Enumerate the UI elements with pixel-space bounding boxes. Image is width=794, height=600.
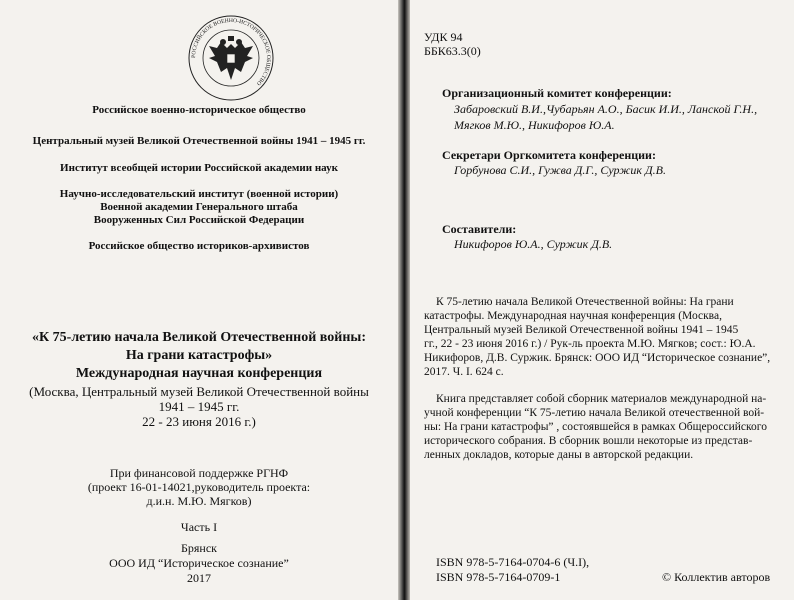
bbk: ББК63.3(0)	[424, 44, 481, 58]
org-rvio: Российское военно-историческое общество	[92, 104, 306, 116]
committee-heading: Организационный комитет конференции:	[442, 86, 672, 100]
part-number: Часть I	[180, 520, 218, 534]
copyright: © Коллектив авторов	[662, 570, 771, 584]
committee-names-line1: Забаровский В.И.,Чубарьян А.О., Басик И.И., Ланской Г.Н.,	[454, 102, 758, 116]
citation-line: гг., 22 - 23 июня 2016 г.) / Рук-ль проекта М.Ю. Мягков; сост.: Ю.А.	[424, 338, 756, 350]
citation-line: К 75-летию начала Великой Отечественной войны: На грани	[436, 296, 734, 308]
isbn-full: ISBN 978-5-7164-0709-1	[436, 570, 561, 584]
isbn-part1: ISBN 978-5-7164-0704-6 (Ч.I),	[436, 555, 590, 569]
citation-line: Никифоров, Д.В. Суржик. Брянск: ООО ИД “Историческое сознание”,	[424, 352, 771, 364]
emblem-ring-text: РОССИЙСКОЕ ВОЕННО-ИСТОРИЧЕСКОЕ ОБЩЕСТВО	[190, 17, 272, 87]
compilers-heading: Составители:	[442, 222, 517, 236]
org-research-institute-line3: Вооруженных Сил Российской Федерации	[93, 214, 305, 226]
citation-line: 2017. Ч. I. 624 с.	[424, 366, 504, 378]
citation-line: катастрофы. Международная научная конференция (Москва,	[424, 310, 722, 322]
right-page	[410, 0, 794, 600]
support-line1: При финансовой поддержке РГНФ	[109, 466, 289, 480]
org-institute: Институт всеобщей истории Российской академии наук	[60, 162, 338, 174]
book-spine	[398, 0, 410, 600]
abstract-line: Книга представляет собой сборник материалов международной на-	[436, 393, 767, 405]
org-research-institute-line2: Военной академии Генерального штаба	[100, 201, 298, 213]
secretaries-names: Горбунова С.И., Гужва Д.Г., Суржик Д.В.	[454, 163, 666, 177]
citation-line: Центральный музей Великой Отечественной войны 1941 – 1945	[424, 324, 739, 336]
compilers-names: Никифоров Ю.А., Суржик Д.В.	[454, 237, 613, 251]
org-museum: Центральный музей Великой Отечественной войны 1941 – 1945 гг.	[32, 135, 366, 147]
title-line2: На грани катастрофы»	[125, 348, 273, 363]
secretaries-heading: Секретари Оргкомитета конференции:	[442, 148, 656, 162]
abstract-line: ны: На грани катастрофы” , состоявшейся в рамках Общероссийского	[424, 421, 767, 433]
title-line1: «К 75-летию начала Великой Отечественной войны:	[32, 330, 366, 345]
abstract-line: учной конференции “К 75-летию начала Великой отечественной вой-	[424, 407, 765, 419]
place-line1: (Москва, Центральный музей Великой Отечественной войны	[29, 384, 369, 399]
org-research-institute-line1: Научно-исследовательский институт (военной истории)	[59, 188, 339, 200]
org-archivists: Российское общество историков-архивистов	[88, 240, 310, 252]
support-line2: (проект 16-01-14021,руководитель проекта:	[87, 480, 311, 494]
committee-names-line2: Мягков М.Ю., Никифоров Ю.А.	[454, 118, 615, 132]
city: Брянск	[181, 541, 217, 555]
year: 2017	[187, 571, 211, 585]
publisher: ООО ИД “Историческое сознание”	[109, 556, 289, 570]
abstract-line: исторического собрания. В сборник вошли некоторые из представ-	[424, 435, 753, 447]
udk: УДК 94	[424, 30, 463, 44]
title-line3: Международная научная конференция	[75, 366, 323, 381]
place-line3: 22 - 23 июня 2016 г.)	[142, 414, 256, 429]
abstract-line: ленных докладов, которые даны в авторской редакции.	[424, 449, 694, 461]
military-historical-society-emblem-icon	[187, 14, 275, 102]
place-line2: 1941 – 1945 гг.	[158, 399, 240, 414]
support-line3: д.и.н. М.Ю. Мягков)	[146, 494, 252, 508]
